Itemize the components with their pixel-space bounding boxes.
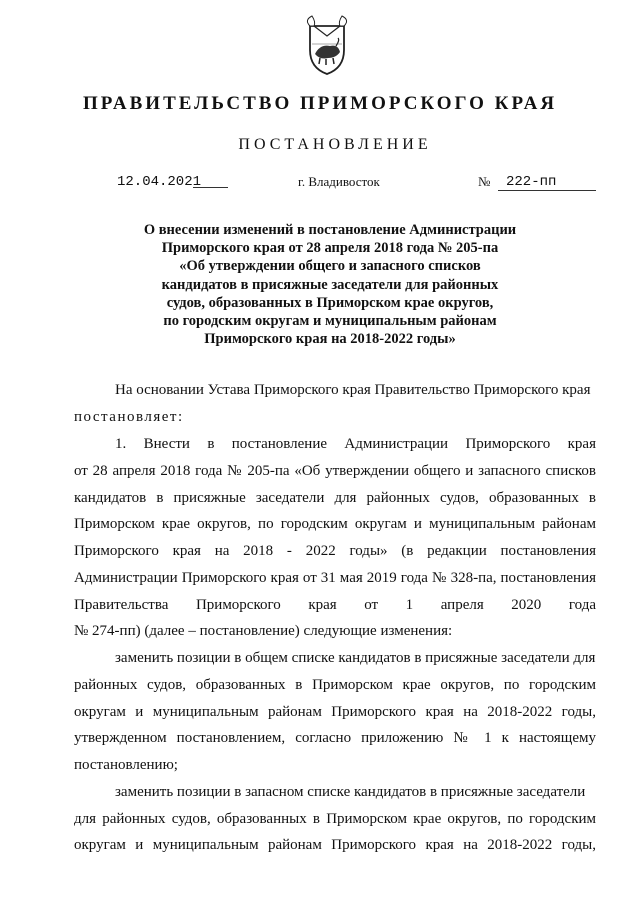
- document-city: г. Владивосток: [298, 174, 380, 189]
- subject-line: по городским округам и муниципальным районам: [163, 313, 497, 330]
- number-label: №: [478, 174, 491, 189]
- subject-line: Приморского края от 28 апреля 2018 года № 205-па: [161, 240, 499, 257]
- body-line: утвержденном постановлением, согласно приложению № 1 к настоящему: [74, 730, 596, 746]
- body-line: № 274-пп) (далее – постановление) следующие изменения:: [74, 623, 453, 639]
- document-date: 12.04.2021: [117, 174, 202, 190]
- document-number: 222-пп: [506, 174, 557, 190]
- subject-line: Приморского края на 2018-2022 годы»: [204, 331, 456, 348]
- subject-line: судов, образованных в Приморском крае округов,: [166, 294, 494, 311]
- body-line: постановлению;: [74, 757, 178, 773]
- body-line: На основании Устава Приморского края Правительство Приморского края: [115, 382, 591, 398]
- body-line: районных судов, образованных в Приморском крае округов, по городским: [74, 677, 596, 693]
- subject-line: кандидатов в присяжные заседатели для районных: [161, 276, 499, 293]
- document-subject: [120, 221, 540, 348]
- body-line: от 28 апреля 2018 года № 205-па «Об утверждении общего и запасного списков: [74, 463, 596, 479]
- organization-title: ПРАВИТЕЛЬСТВО ПРИМОРСКОГО КРАЯ: [82, 93, 558, 114]
- subject-line: «Об утверждении общего и запасного списков: [179, 258, 481, 275]
- coat-of-arms-icon: [300, 14, 354, 76]
- body-line: заменить позиции в общем списке кандидатов в присяжные заседатели для: [115, 650, 596, 666]
- body-line: заменить позиции в запасном списке кандидатов в присяжные заседатели: [115, 784, 586, 800]
- body-line: для районных судов, образованных в Приморском крае округов, по городским: [74, 811, 596, 827]
- subject-line: О внесении изменений в постановление Администрации: [143, 222, 517, 238]
- body-line: Администрации Приморского края от 31 мая 2019 года № 328-па, постановления: [74, 570, 596, 586]
- body-line: округам и муниципальным районам Приморского края на 2018-2022 годы,: [74, 704, 596, 720]
- document-type: ПОСТАНОВЛЕНИЕ: [238, 136, 432, 153]
- body-line: Приморского края на 2018 - 2022 годы» (в редакции постановления: [74, 543, 596, 559]
- body-line: 1. Внести в постановление Администрации Приморского края: [115, 436, 596, 452]
- body-line: Правительства Приморского края от 1 апреля 2020 года: [74, 597, 596, 613]
- number-underline: [498, 190, 596, 191]
- body-line: постановляет:: [74, 409, 184, 425]
- date-underline: [193, 187, 228, 188]
- body-line: Приморском крае округов, по городским округам и муниципальным районам: [74, 516, 596, 532]
- body-line: округам и муниципальным районам Приморского края на 2018-2022 годы,: [74, 837, 596, 853]
- body-line: кандидатов в присяжные заседатели для районных судов, образованных в: [74, 490, 596, 506]
